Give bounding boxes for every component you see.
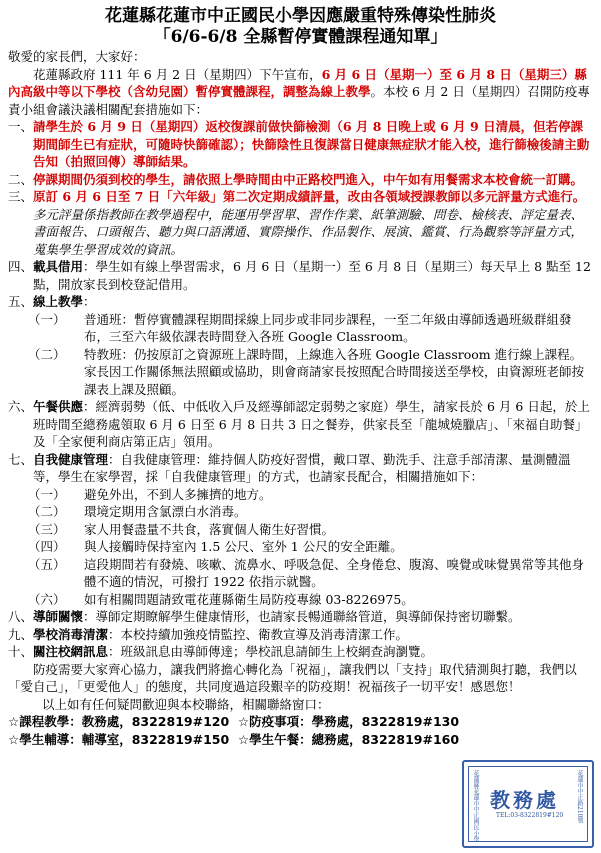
item-7-sub-6 [8,591,593,609]
intro-text-c: 。本校 6 月 2 日（星期四）召開防疫專責小組會議決議相關配套措施如下： [8,84,590,117]
contact-epidemic: ☆防疫事項：學務處，8322819#130 [237,714,460,729]
item-5-label: 線上教學 [33,294,84,309]
item-7-sub-3 [8,521,593,539]
item-10 [8,643,593,661]
item-6-number: 六、 [8,399,34,414]
item-7-sub-5-number: （五） [28,556,66,572]
stamp-school-name: 花蓮縣花蓮市中正國民小學 [472,770,479,842]
contact-curriculum: ☆課程教學：教務處，8322819#120 [8,714,230,729]
item-7-sub-5-text: 這段期間若有發燒、咳嗽、流鼻水、呼吸急促、全身倦怠、腹瀉、嗅覺或味覺異常等其他身體不適的情況，可撥打 1922 依指示就醫。 [84,556,585,589]
item-9 [8,626,593,644]
item-8-number: 八、 [8,609,34,624]
item-4-number: 四、 [8,259,34,274]
item-8-label: 導師關懷 [33,609,84,624]
intro-text-a: 花蓮縣政府 111 年 6 月 2 日（星期四）下午宣布， [33,66,322,82]
item-9-label: 學校消毒清潔 [33,626,109,642]
intro-highlight: 6 月 6 日（星期一）至 6 月 8 日（星期三）縣內高級中等以下學校（含幼兒園）暫停實體課程，調整為線上教學 [8,66,587,99]
contact-intro: 以上如有任何疑問歡迎與本校聯絡，相關聯絡窗口： [42,696,330,712]
item-5-sub-2 [8,346,593,399]
item-7-sub-4-number: （四） [28,539,66,554]
intro-paragraph [8,66,593,119]
item-4-label: 載具借用 [33,259,84,274]
item-7-sub-2 [8,503,593,521]
item-9-text: ：本校持續加強疫情監控、衛教宣導及消毒清潔工作。 [108,626,409,642]
item-2 [8,171,593,189]
item-1-number: 一、 [8,119,34,134]
item-7-number: 七、 [8,451,34,467]
contact-lunch: ☆學生午餐：總務處，8322819#160 [237,732,460,747]
item-3-body [33,188,593,258]
item-2-number: 二、 [8,171,34,187]
item-5-sub-2-number: （二） [28,346,66,362]
item-2-text: 停課期間仍須到校的學生，請依照上學時間由中正路校門進入，中午如有用餐需求本校會統一訂購。 [33,171,584,187]
item-3-text: 原訂 6 月 6 日至 7 日「六年級」第二次定期成績評量，改由各領域授課教師以多元評量方式進行。 [33,189,586,204]
item-5-sub-1-text: ：暫停實體課程期間採線上同步或非同步課程，一至二年級由導師透過班級群組發布，三至六年級依課表時間登入各班 Google Classroom。 [84,311,572,344]
item-7-sub-1-text: 避免外出，不到人多擁擠的地方。 [84,486,272,502]
item-7-sub-3-text: 家人用餐盡量不共食，落實個人衛生好習慣。 [84,521,335,537]
item-7-sub-1-number: （一） [28,486,66,502]
stamp-telephone: TEL:03-8322819#120 [496,812,564,819]
item-7-sub-5 [8,556,593,591]
stamp-address: 花蓮市中正路210號 [576,770,583,824]
item-7-sub-2-number: （二） [28,504,66,519]
title-line-1: 花蓮縣花蓮市中正國民小學因應嚴重特殊傳染性肺炎 [105,6,496,26]
contact-list [8,713,593,749]
item-3-note: 多元評量係指教師在教學過程中，能運用學習單、習作作業、紙筆測驗、問卷、檢核表、評定量表、書面報告、口頭報告、聽力與口語溝通、實際操作、作品製作、展演、鑑賞、行為觀察等評量方式，蒐集學生學習成效的資訊。 [33,206,584,257]
item-10-label: 關注校網訊息 [33,644,109,659]
greeting: 敬愛的家長們，大家好： [8,49,146,64]
item-9-number: 九、 [8,626,34,642]
item-1-text: 請學生於 6 月 9 日（星期四）返校復課前做快篩檢測（6 月 8 日晚上或 6 月 9 日清晨，但若停課期間師生已有症狀，可隨時快篩確認）；快篩陰性且復課當日健康無症狀才能入校，進行篩檢後請主動告知（拍照回傳）導師結果。 [33,119,590,169]
item-5-sub-1-label: 普通班 [84,311,122,327]
item-5-sub-2-label: 特教班 [84,346,122,362]
item-7-sub-6-text: 如有相關問題請致電花蓮縣衛生局防疫專線 03-8226975。 [84,591,414,607]
stamp-office-name: 教務處 [490,788,559,812]
item-7-sub-6-number: （六） [28,591,66,607]
office-stamp [462,760,594,848]
item-5-sub-1-number: （一） [28,311,66,327]
item-7-label: 自我健康管理 [33,451,109,467]
notice-document [8,6,593,749]
contact-counseling: ☆學生輔導：輔導室，8322819#150 [8,732,230,747]
item-7-sub-4 [8,538,593,556]
item-6-text: ：經濟弱勢（低、中低收入戶及經導師認定弱勢之家庭）學生，請家長於 6 月 6 日起，於上班時間至總務處領取 6 月 6 日至 6 月 8 日共 3 日之餐券，供家長至「龍城燒臘店」、「來福自助餐」及「全家便利商店第正店」領用。 [33,399,590,449]
closing-paragraph: 防疫需要大家齊心協力，讓我們將擔心轉化為「祝福」，讓我們以「支持」取代猜測與打聽，我們以「愛自己」，「更愛他人」的態度，共同度過這段艱辛的防疫期！祝福孩子一切平安！感恩您！ [8,661,577,694]
item-5-sub-1 [8,311,593,346]
item-7-sub-4-text: 與人接觸時保持室內 1.5 公尺、室外 1 公尺的安全距離。 [84,539,403,554]
item-5-sub-2-text: ：仍按原訂之資源班上課時間，上線進入各班 Google Classroom 進行線上課程。家長因工作關係無法照顧或協助，則會商請家長按照配合時間接送至學校，由資源班老師按課表上課及照顧。 [84,346,585,397]
item-4-text: ：學生如有線上學習需求，6 月 6 日（星期一）至 6 月 8 日（星期三）每天早上 8 點至 12 點，開放家長到校登記借用。 [33,259,591,292]
item-5 [8,293,593,311]
item-10-text: ：班級訊息由導師傳達；學校訊息請師生上校網查詢瀏覽。 [108,644,434,659]
item-6-label: 午餐供應 [33,399,84,414]
title-line-2: 「6/6-6/8 全縣暫停實體課程通知單」 [153,27,448,47]
item-7 [8,451,593,486]
item-3-number: 三、 [8,189,34,204]
item-8-text: ：導師定期瞭解學生健康情形，也請家長暢通聯絡管道，與導師保持密切聯繫。 [83,609,521,624]
item-7-sub-3-number: （三） [28,521,66,537]
item-7-text: ：自我健康管理：維持個人防疫好習慣，戴口罩、勤洗手、注意手部清潔、量測體溫等，學生在家學習，採「自我健康管理」的方式，也請家長配合，相關措施如下： [33,451,571,484]
item-1 [8,118,593,171]
item-7-sub-2-text: 環境定期用含氯漂白水消毒。 [84,504,247,519]
item-5-colon: ： [83,294,96,309]
item-4 [8,258,593,293]
item-8 [8,608,593,626]
item-7-sub-1 [8,486,593,504]
item-5-number: 五、 [8,294,34,309]
item-10-number: 十、 [8,644,34,659]
item-6 [8,398,593,451]
item-3 [8,188,593,258]
